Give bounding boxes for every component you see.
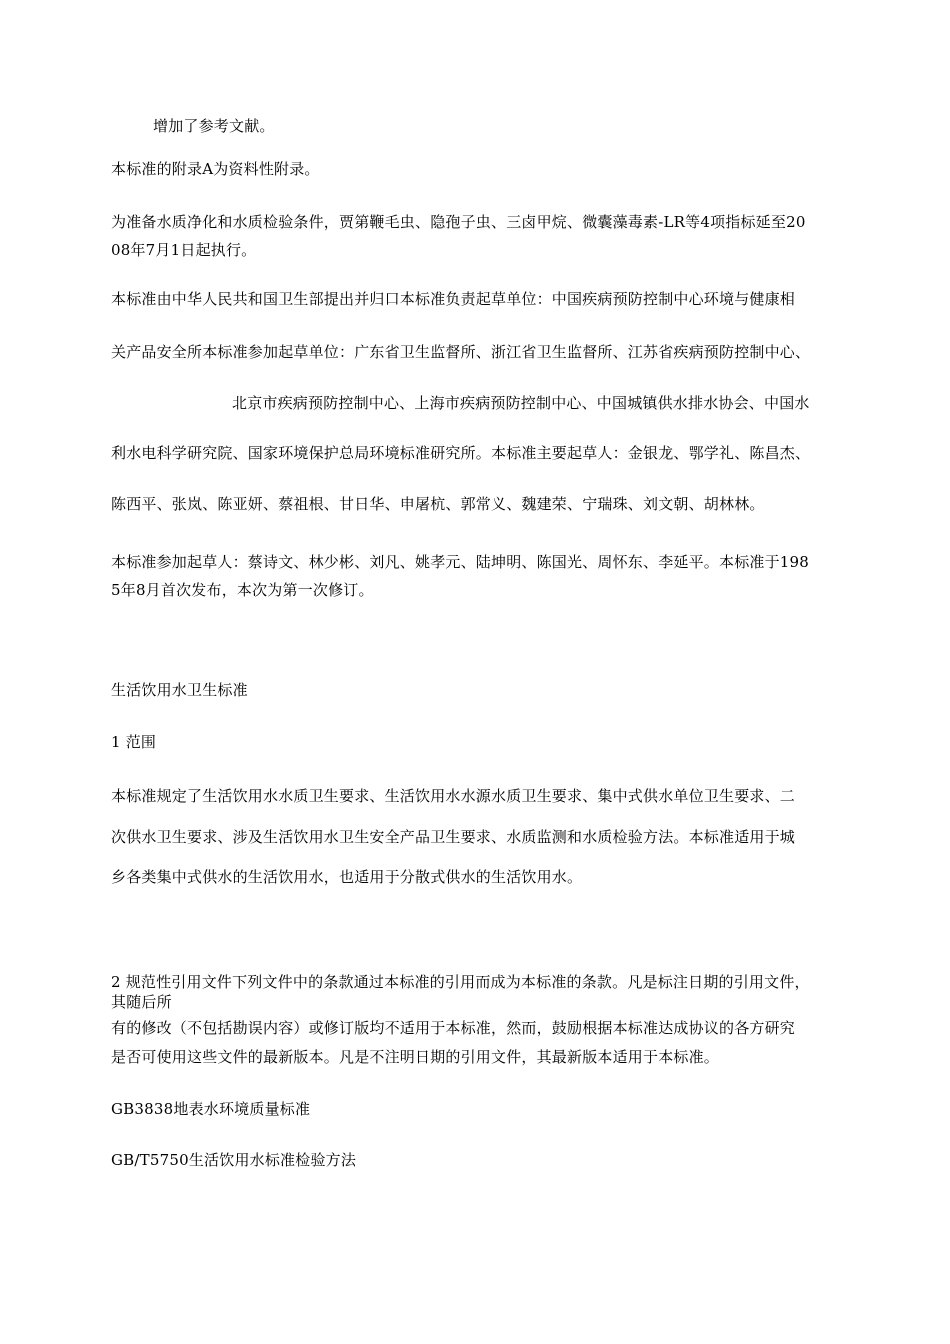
scope-line-3: 乡各类集中式供水的生活饮用水，也适用于分散式供水的生活饮用水。 [111,868,583,886]
section-2-line-1: 2 规范性引用文件下列文件中的条款通过本标准的引用而成为本标准的条款。凡是标注日期的引用文件， [111,973,810,991]
line-drafting-unit-3: 北京市疾病预防控制中心、上海市疾病预防控制中心、中国城镇供水排水协会、中国水 [232,394,810,412]
line-appendix-a: 本标准的附录A为资料性附录。 [111,160,320,178]
section-2-line-2: 其随后所 [111,993,172,1011]
scope-line-2: 次供水卫生要求、涉及生活饮用水卫生安全产品卫生要求、水质监测和水质检验方法。本标准适用于城 [111,828,796,846]
reference-gb3838: GB3838地表水环境质量标准 [111,1100,311,1118]
line-drafting-unit-1: 本标准由中华人民共和国卫生部提出并归口本标准负责起草单位：中国疾病预防控制中心环境与健康相 [111,290,796,308]
line-added-references: 增加了参考文献。 [153,117,275,135]
reference-gbt5750: GB/T5750生活饮用水标准检验方法 [111,1151,357,1169]
section-title: 生活饮用水卫生标准 [111,681,248,699]
scope-line-1: 本标准规定了生活饮用水水质卫生要求、生活饮用水水源水质卫生要求、集中式供水单位卫生要求、二 [111,787,796,805]
line-drafting-unit-4: 利水电科学研究院、国家环境保护总局环境标准研究所。本标准主要起草人：金银龙、鄂学礼、陈昌杰、 [111,444,811,462]
section-2-line-3: 有的修改（不包括勘误内容）或修订版均不适用于本标准，然而，鼓励根据本标准达成协议的各方研究 [111,1019,796,1037]
line-participants-1: 本标准参加起草人：蔡诗文、林少彬、刘凡、姚孝元、陆坤明、陈国光、周怀东、李延平。本标准于198 [111,553,810,571]
line-deferral-1: 为准备水质净化和水质检验条件，贾第鞭毛虫、隐孢子虫、三卤甲烷、微囊藻毒素-LR等4项指标延至20 [111,213,806,231]
section-2-line-4: 是否可使用这些文件的最新版本。凡是不注明日期的引用文件，其最新版本适用于本标准。 [111,1048,720,1066]
line-participants-2: 5年8月首次发布，本次为第一次修订。 [111,581,374,599]
line-drafting-unit-2: 关产品安全所本标准参加起草单位：广东省卫生监督所、浙江省卫生监督所、江苏省疾病预防控制中心、 [111,343,811,361]
line-deferral-2: 08年7月1日起执行。 [111,241,257,259]
line-drafters: 陈西平、张岚、陈亚妍、蔡祖根、甘日华、申屠杭、郭常义、魏建荣、宁瑞珠、刘文朝、胡林林。 [111,495,765,513]
section-1-heading: 1 范围 [111,733,157,751]
